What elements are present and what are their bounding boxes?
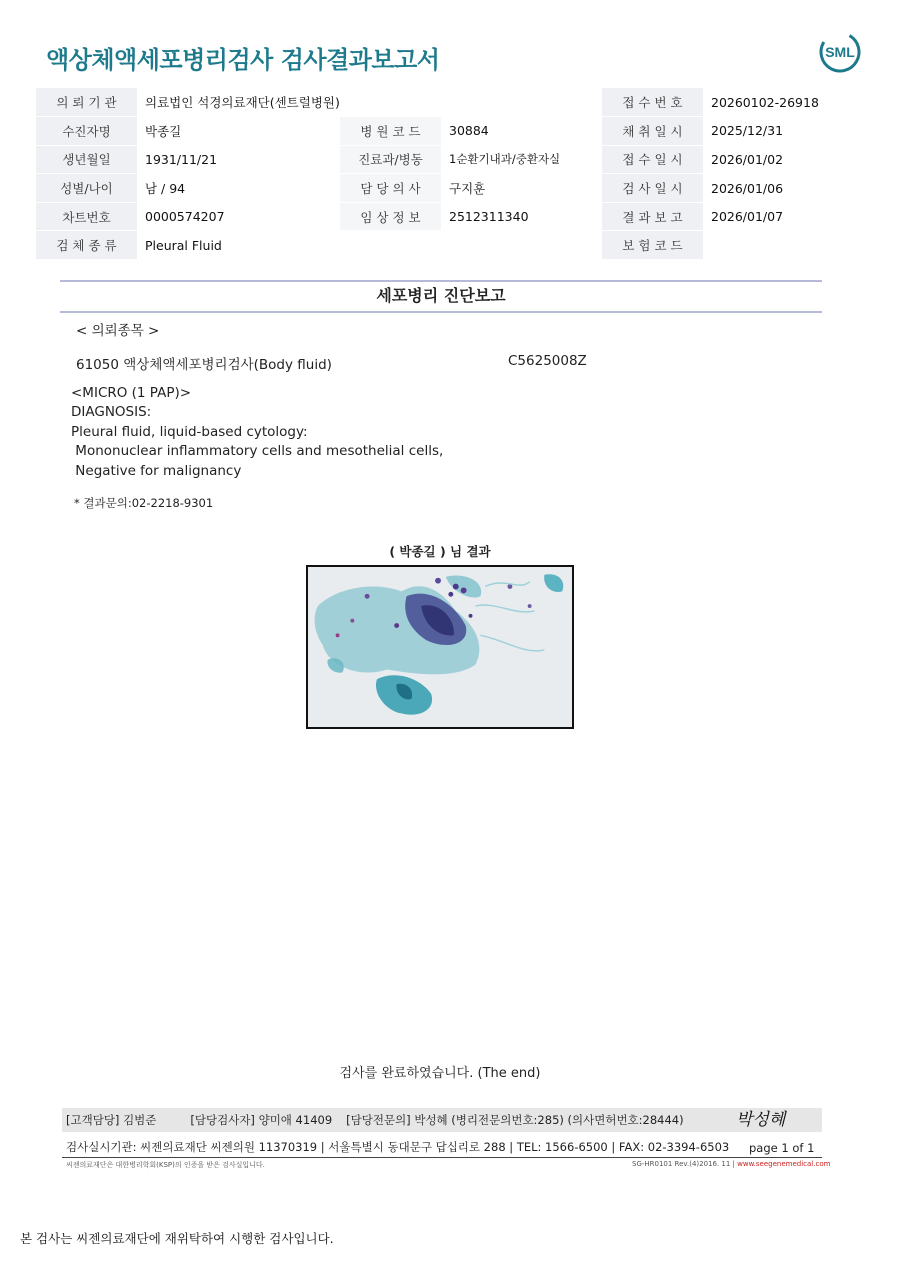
footer-staff-bar xyxy=(62,1108,822,1132)
department-value: 1순환기내과/중환자실 xyxy=(441,145,602,174)
sex-age-label: 성별/나이 xyxy=(36,174,137,203)
end-text: 검사를 완료하였습니다. (The end) xyxy=(339,1066,541,1081)
sex-age-value: 남 / 94 xyxy=(137,174,340,203)
specimen-value: Pleural Fluid xyxy=(137,231,602,260)
receipt-date-value: 2026/01/02 xyxy=(703,145,864,174)
specimen-label: 검 체 종 류 xyxy=(36,231,137,260)
insurance-code-value xyxy=(703,231,864,260)
department-label: 진료과/병동 xyxy=(340,145,441,174)
birth-value: 1931/11/21 xyxy=(137,145,340,174)
receipt-no-label: 접 수 번 호 xyxy=(602,88,703,117)
chart-no-label: 차트번호 xyxy=(36,202,137,231)
sml-logo xyxy=(818,30,862,74)
order-code: C5625008Z xyxy=(508,353,587,369)
info-row xyxy=(36,145,864,174)
institution-label: 의 뢰 기 관 xyxy=(36,88,137,117)
report-title: 액상체액세포병리검사 검사결과보고서 xyxy=(46,46,440,74)
signature: 박성혜 xyxy=(736,1110,786,1130)
info-row xyxy=(36,202,864,231)
test-date-label: 검 사 일 시 xyxy=(602,174,703,203)
doctor-label: 담 당 의 사 xyxy=(340,174,441,203)
info-row xyxy=(36,174,864,203)
chart-no-value: 0000574207 xyxy=(137,202,340,231)
section-bottom-rule xyxy=(60,311,822,313)
customer-staff: [고객담당] 김범준 xyxy=(66,1113,157,1127)
doctor-value: 구지훈 xyxy=(441,174,602,203)
cytology-micrograph xyxy=(306,565,574,729)
diagnosis-line: Negative for malignancy xyxy=(71,463,242,479)
diagnosis-line: Mononuclear inflammatory cells and mesothelial cells, xyxy=(71,443,444,459)
inquiry-phone: * 결과문의:02-2218-9301 xyxy=(74,496,214,510)
birth-label: 생년월일 xyxy=(36,145,137,174)
order-heading: < 의뢰종목 > xyxy=(76,323,160,339)
diagnosis-line: Pleural fluid, liquid-based cytology: xyxy=(71,424,308,440)
hospital-code-value: 30884 xyxy=(441,117,602,146)
test-date-value: 2026/01/06 xyxy=(703,174,864,203)
specialist: [담당전문의] 박성혜 (병리전문의번호:285) (의사면허번호:28444) xyxy=(346,1113,684,1127)
form-code-text: SG-HR0101 Rev.(4)2016. 11 | xyxy=(632,1160,738,1168)
institution-value: 의료법인 석경의료재단(센트럴병원) xyxy=(137,88,602,117)
result-caption: ( 박종길 ) 님 결과 xyxy=(389,544,491,559)
institution-info: 검사실시기관: 씨젠의료재단 씨젠의원 11370319 | 서울특별시 동대문구 답십리로 288 | TEL: 1566-6500 | FAX: 02-3394-6503 xyxy=(66,1140,730,1154)
diagnosis-label: DIAGNOSIS: xyxy=(71,404,152,420)
section-title: 세포병리 진단보고 xyxy=(376,286,506,305)
info-row xyxy=(36,117,864,146)
form-code xyxy=(632,1160,830,1168)
footer-rule xyxy=(62,1157,822,1158)
order-item: 61050 액상체액세포병리검사(Body fluid) xyxy=(76,357,332,373)
certification-note: 씨젠의료재단은 대한병리학회(KSP)의 인증을 받은 검사실입니다. xyxy=(66,1161,265,1169)
info-row xyxy=(36,88,864,117)
sml-logo-text: SML xyxy=(825,44,855,60)
page-number: page 1 of 1 xyxy=(749,1141,815,1155)
report-date-value: 2026/01/07 xyxy=(703,202,864,231)
hospital-code-label: 병 원 코 드 xyxy=(340,117,441,146)
section-top-rule xyxy=(60,280,822,282)
clinical-info-value: 2512311340 xyxy=(441,202,602,231)
insurance-code-label: 보 험 코 드 xyxy=(602,231,703,260)
micro-line: <MICRO (1 PAP)> xyxy=(71,385,192,401)
tester: [담당검사자] 양미애 41409 xyxy=(190,1113,333,1127)
patient-info-table xyxy=(36,88,864,260)
bottom-note: 본 검사는 씨젠의료재단에 재위탁하여 시행한 검사입니다. xyxy=(20,1231,334,1246)
report-date-label: 결 과 보 고 xyxy=(602,202,703,231)
info-row xyxy=(36,231,864,260)
clinical-info-label: 임 상 정 보 xyxy=(340,202,441,231)
patient-name-label: 수진자명 xyxy=(36,117,137,146)
collection-date-value: 2025/12/31 xyxy=(703,117,864,146)
receipt-date-label: 접 수 일 시 xyxy=(602,145,703,174)
collection-date-label: 채 취 일 시 xyxy=(602,117,703,146)
receipt-no-value: 20260102-26918 xyxy=(703,88,864,117)
website-url: www.seegenemedical.com xyxy=(737,1160,831,1168)
patient-name-value: 박종길 xyxy=(137,117,340,146)
